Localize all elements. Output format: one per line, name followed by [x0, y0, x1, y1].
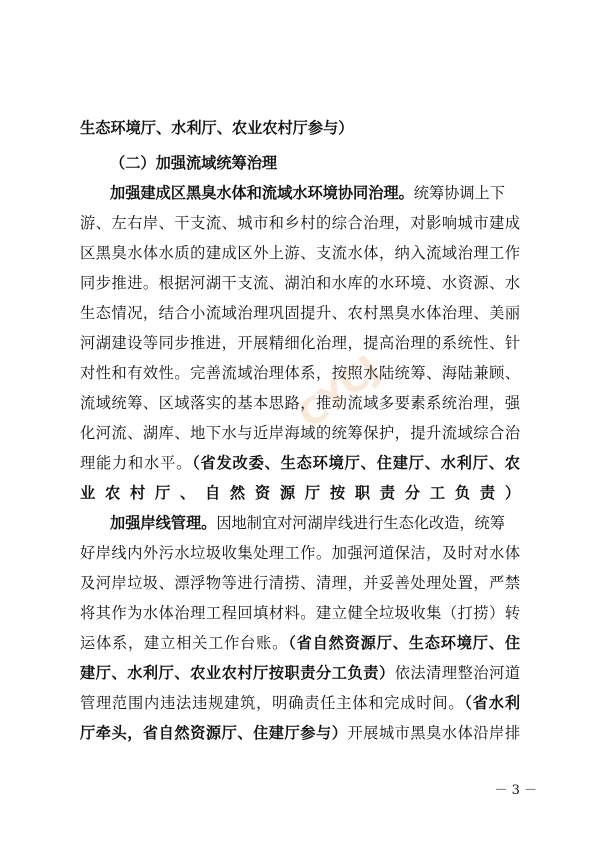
text-run: 运体系，建立相关工作台账。 — [80, 634, 289, 652]
text-line — [110, 513, 520, 533]
text-line — [80, 483, 520, 503]
text-line — [80, 723, 520, 743]
page-number: － 3 － — [494, 783, 537, 798]
bold-text-run: （二）加强流域统筹治理 — [110, 154, 278, 172]
text-run: 区黑臭水体水质的建成区外上游、支流水体，纳入流域治理工作 — [80, 244, 520, 262]
text-run: 同步推进。根据河湖干支流、湖泊和水库的水环境、水资源、水 — [80, 274, 520, 292]
text-run: 河湖建设等同步推进，开展精细化治理，提高治理的系统性、针 — [80, 334, 520, 352]
text-line — [80, 243, 520, 263]
text-run: 对性和有效性。完善流域治理体系，按照水陆统筹、海陆兼顾、 — [80, 364, 520, 382]
text-line — [80, 543, 520, 563]
text-run: 好岸线内外污水垃圾收集处理工作。加强河道保洁，及时对水体 — [80, 544, 520, 562]
bold-text-run: 加强建成区黑臭水体和流域水环境协同治理。 — [110, 184, 414, 202]
text-line — [80, 603, 520, 623]
text-line — [80, 663, 520, 683]
text-line — [80, 273, 520, 293]
text-line — [80, 333, 520, 353]
bold-text-run: 业农村厅、自然资源厅按职责分工负责） — [80, 484, 520, 502]
bold-text-run: （省发改委、生态环境厅、住建厅、水利厅、农 — [192, 454, 520, 472]
text-run: 流域统筹、区域落实的基本思路，推动流域多要素系统治理，强 — [80, 394, 520, 412]
text-run: 统筹协调上下 — [413, 184, 505, 202]
text-line — [110, 183, 520, 203]
text-run: 化河流、湖库、地下水与近岸海域的统筹保护，提升流域综合治 — [80, 424, 520, 442]
text-line — [80, 573, 520, 593]
text-run: 因地制宜对河湖岸线进行生态化改造，统筹 — [216, 514, 505, 532]
text-run: 理能力和水平。 — [80, 454, 193, 472]
text-run: 开展城市黑臭水体沿岸排 — [347, 724, 521, 742]
bold-text-run: 厅牵头，省自然资源厅、住建厅参与） — [80, 724, 348, 742]
text-run: 生态情况，结合小流域治理巩固提升、农村黑臭水体治理、美丽 — [80, 304, 520, 322]
text-line — [80, 423, 520, 443]
text-run: 及河岸垃圾、漂浮物等进行清捞、清理，并妥善处理处置，严禁 — [80, 574, 520, 592]
text-line — [80, 303, 520, 323]
watermark: CYCJ — [291, 348, 389, 437]
text-line — [80, 213, 520, 233]
text-line — [110, 153, 520, 173]
bold-text-run: 加强岸线管理。 — [110, 514, 217, 532]
bold-text-run: 生态环境厅、水利厅、农业农村厅参与） — [80, 119, 354, 137]
text-line — [80, 118, 520, 138]
text-line — [80, 453, 520, 473]
text-line — [80, 693, 520, 713]
bold-text-run: （省自然资源厅、生态环境厅、住 — [288, 634, 521, 652]
bold-text-run: （省水利 — [464, 694, 521, 712]
text-line — [80, 363, 520, 383]
text-run: 依法清理整治河道 — [394, 664, 521, 682]
text-run: 管理范围内违法违规建筑，明确责任主体和完成时间。 — [80, 694, 465, 712]
bold-text-run: 建厅、水利厅、农业农村厅按职责分工负责） — [80, 664, 395, 682]
text-run: 将其作为水体治理工程回填材料。建立健全垃圾收集（打捞）转 — [80, 604, 520, 622]
text-line — [80, 633, 520, 653]
text-line — [80, 393, 520, 413]
text-run: 游、左右岸、干支流、城市和乡村的综合治理，对影响城市建成 — [80, 214, 520, 232]
